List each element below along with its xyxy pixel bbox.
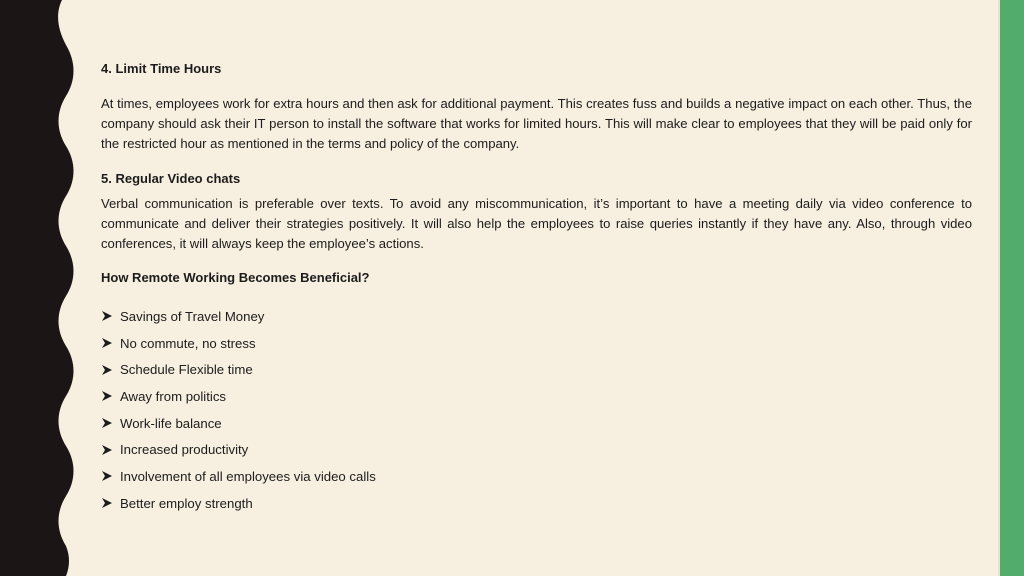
arrow-bullet-icon [101, 364, 113, 376]
list-item-label: Involvement of all employees via video calls [120, 468, 376, 484]
section-heading-limit-time-hours: 4. Limit Time Hours [101, 61, 222, 76]
list-item [101, 490, 376, 517]
section-body-regular-video-chats: Verbal communication is preferable over texts. To avoid any miscommunication, it’s important to have a meeting daily via video conference to communicate and deliver their strategies positively. It will also help the employees to raise queries instantly if they have any. Also, through video conferences, it will always keep the employee’s actions. [101, 196, 972, 251]
arrow-bullet-icon [101, 337, 113, 349]
list-item-label: Increased productivity [120, 442, 249, 458]
list-item-label: No commute, no stress [120, 335, 256, 351]
arrow-bullet-icon [101, 497, 113, 509]
list-item [101, 463, 376, 490]
arrow-bullet-icon [101, 470, 113, 482]
list-item [101, 383, 376, 410]
list-item-label: Savings of Travel Money [120, 308, 265, 324]
list-item-label: Better employ strength [120, 495, 253, 511]
arrow-bullet-icon [101, 310, 113, 322]
right-accent-bar [1000, 0, 1024, 576]
list-item [101, 303, 376, 330]
wavy-left-border [0, 0, 80, 576]
list-item [101, 410, 376, 437]
list-item-label: Away from politics [120, 388, 227, 404]
section-heading-regular-video-chats: 5. Regular Video chats [101, 171, 241, 186]
benefits-list [101, 303, 376, 517]
arrow-bullet-icon [101, 390, 113, 402]
benefits-heading: How Remote Working Becomes Beneficial? [101, 270, 370, 285]
section-body-limit-time-hours: At times, employees work for extra hours and then ask for additional payment. This creates fuss and builds a negative impact on each other. Thus, the company should ask their IT person to install the software that works for limited hours. This will make clear to employees that they will be paid only for the restricted hour as mentioned in the terms and policy of the company. [101, 96, 972, 151]
list-item-label: Schedule Flexible time [120, 362, 253, 378]
list-item [101, 356, 376, 383]
list-item [101, 330, 376, 357]
arrow-bullet-icon [101, 417, 113, 429]
list-item-label: Work-life balance [120, 415, 222, 431]
list-item [101, 436, 376, 463]
arrow-bullet-icon [101, 444, 113, 456]
